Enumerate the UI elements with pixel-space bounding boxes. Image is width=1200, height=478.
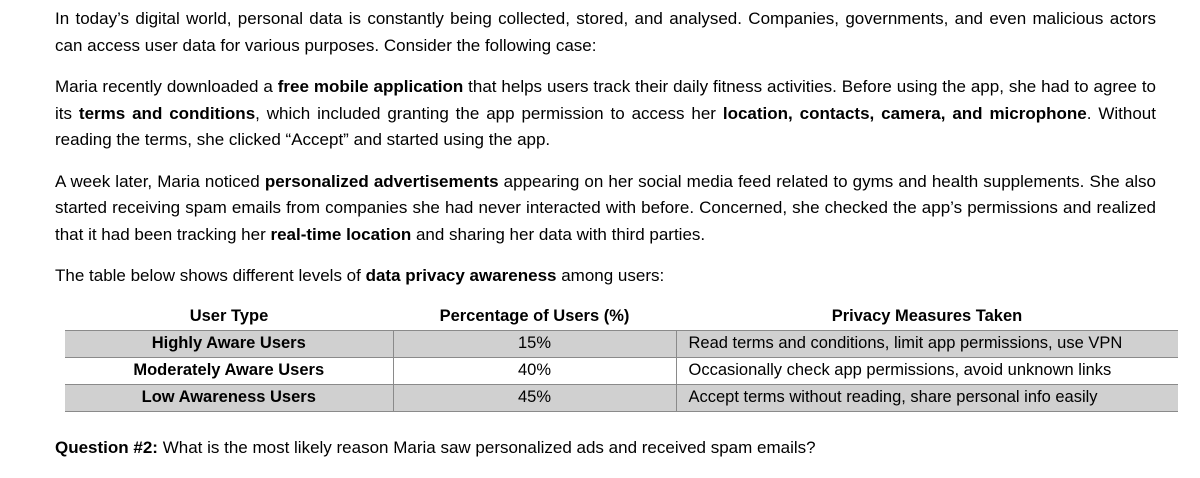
cell-user-type: Moderately Aware Users [65, 357, 393, 384]
ads-bold-personalized: personalized advertisements [264, 171, 499, 191]
ads-text-3: and sharing her data with third parties. [411, 224, 706, 244]
table-row [65, 357, 1178, 384]
header-privacy-measures: Privacy Measures Taken [676, 304, 1178, 331]
ads-text-1: A week later, Maria noticed [55, 171, 265, 191]
ads-bold-location: real-time location [270, 224, 412, 244]
case-text-3: , which included granting the app permission to access her [255, 103, 723, 123]
question-2 [55, 435, 1156, 461]
question-text: What is the most likely reason Maria saw personalized ads and received spam emails? [157, 437, 816, 457]
case-paragraph-download [55, 74, 1156, 154]
case-bold-terms: terms and conditions [78, 103, 256, 123]
table-intro [55, 263, 1156, 290]
ads-text-2: appearing on her social media feed related to gyms and health supplements. She also started receiving spam emails from companies she had never interacted with before. Concerned, she checked the app’s permissions and realized that it had been tracking her [55, 171, 1157, 244]
cell-privacy-measures: Read terms and conditions, limit app permissions, use VPN [676, 330, 1178, 357]
table-intro-bold: data privacy awareness [365, 266, 557, 285]
cell-percentage: 40% [393, 357, 676, 384]
question-label: Question #2: [55, 437, 158, 457]
cell-percentage: 15% [393, 330, 676, 357]
cell-privacy-measures: Accept terms without reading, share personal info easily [676, 384, 1178, 411]
cell-percentage: 45% [393, 384, 676, 411]
table-row [65, 384, 1178, 411]
case-text-1: Maria recently downloaded a [55, 77, 278, 96]
table-row [65, 330, 1178, 357]
table-intro-text-1: The table below shows different levels of [55, 266, 366, 285]
intro-paragraph: In today’s digital world, personal data is constantly being collected, stored, and analysed. Companies, governments, and even malicious actors can access user data for various purposes. Consider the following case: [55, 9, 1156, 55]
case-bold-free-app: free mobile application [277, 77, 464, 96]
table-header-row [65, 304, 1178, 331]
case-text-2: that helps users track their daily fitness activities. Before using the app, she had to agree to its [55, 77, 1157, 123]
case-paragraph-ads [55, 169, 1156, 249]
header-user-type: User Type [65, 304, 393, 331]
cell-user-type: Low Awareness Users [65, 384, 393, 411]
table-intro-text-2: among users: [556, 266, 665, 285]
cell-user-type: Highly Aware Users [65, 330, 393, 357]
privacy-awareness-table [65, 304, 1178, 412]
cell-privacy-measures: Occasionally check app permissions, avoid unknown links [676, 357, 1178, 384]
case-bold-permissions: location, contacts, camera, and microphone [722, 103, 1087, 123]
case-text-4: . Without reading the terms, she clicked “Accept” and started using the app. [55, 103, 1156, 149]
header-percentage: Percentage of Users (%) [393, 304, 676, 331]
